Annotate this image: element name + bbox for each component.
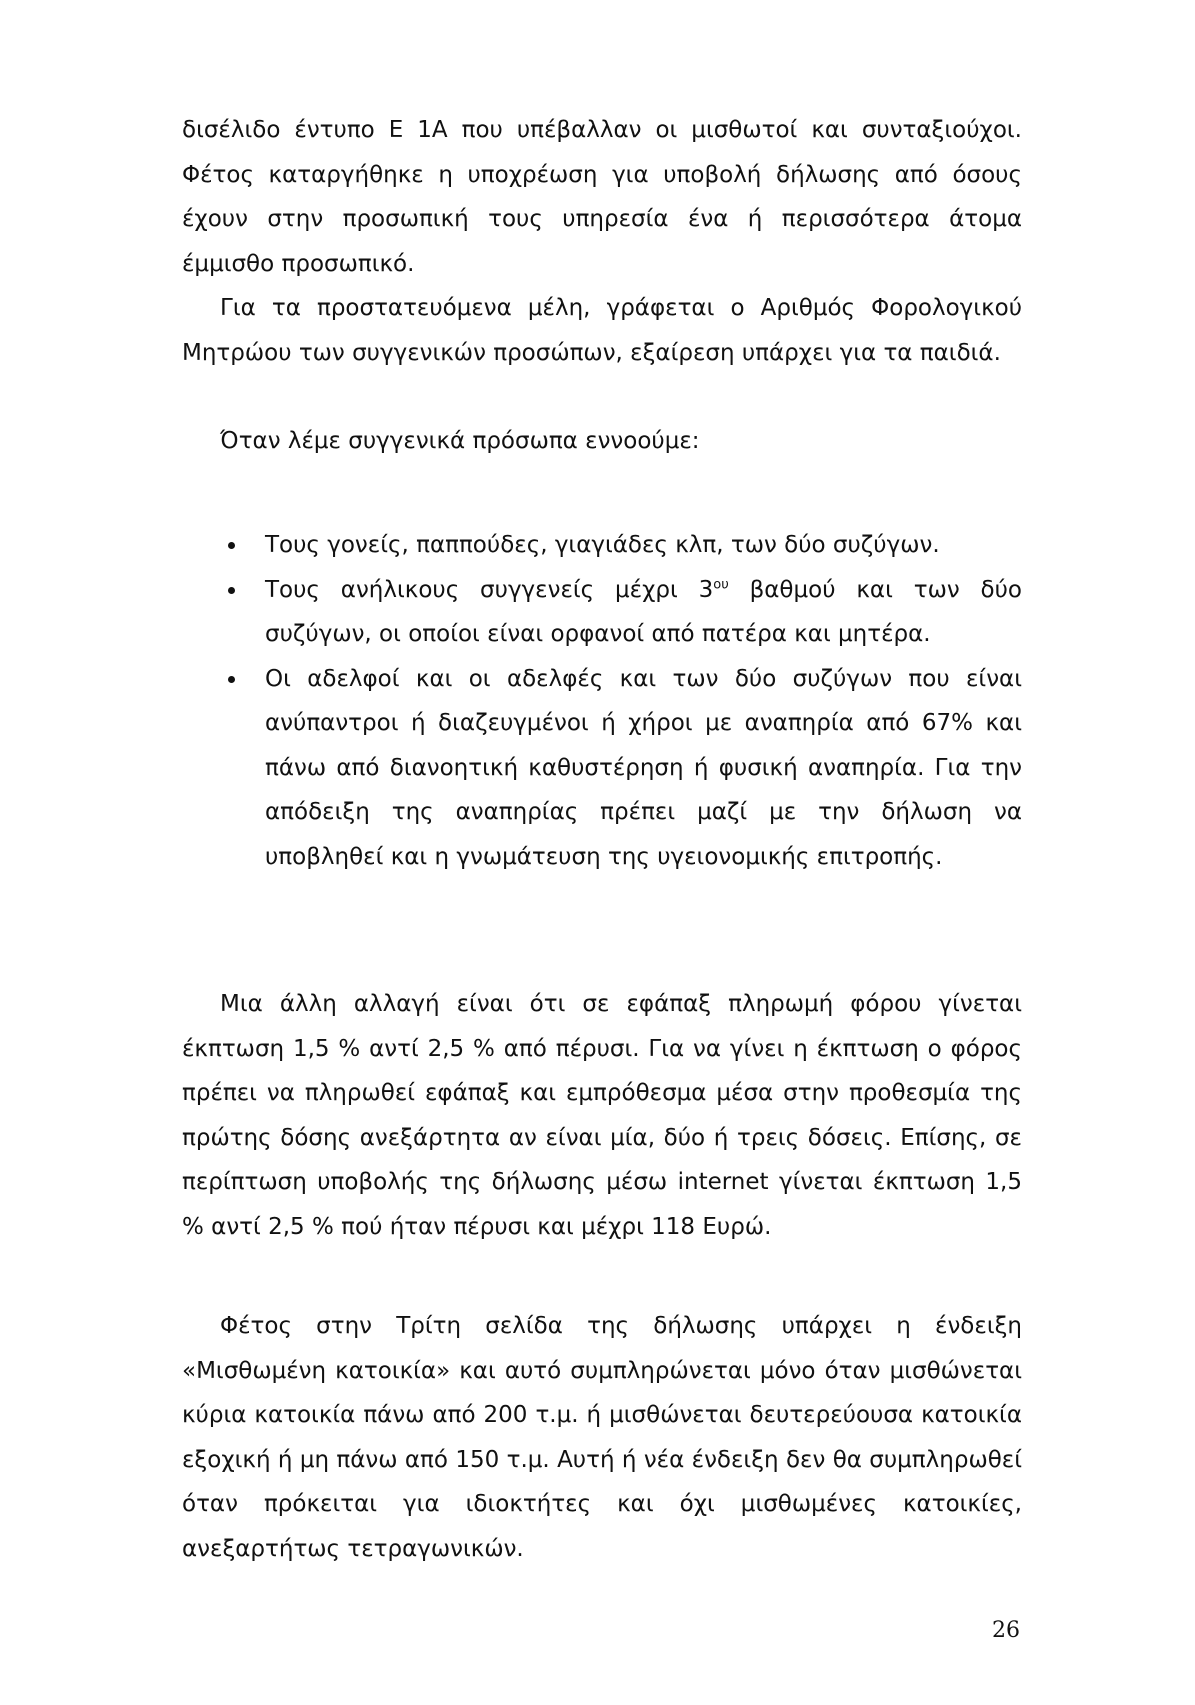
bullet-icon — [228, 542, 235, 549]
list-item-text: Τους ανήλικους συγγενείς μέχρι 3 — [265, 576, 714, 603]
list-item-parents — [182, 523, 1022, 568]
paragraph-lump-sum-discount: Μια άλλη αλλαγή είναι ότι σε εφάπαξ πληρωμή φόρου γίνεται έκπτωση 1,5 % αντί 2,5 % από πέρυσι. Για να γίνει η έκπτωση ο φόρος πρέπει να πληρωθεί εφάπαξ και εμπρόθεσμα μέσα στην προθεσμία της πρώτης δόσης ανεξάρτητα αν είναι μία, δύο ή τρεις δόσεις. Επίσης, σε περίπτωση υποβολής της δήλωσης μέσω internet γίνεται έκπτωση 1,5 % αντί 2,5 % πού ήταν πέρυσι και μέχρι 118 Ευρώ. — [182, 991, 1022, 1240]
bullet-icon — [228, 587, 235, 594]
paragraph-forms-intro: δισέλιδο έντυπο Ε 1Α που υπέβαλλαν οι μισθωτοί και συνταξιούχοι. Φέτος καταργήθηκε η υποχρέωση για υποβολή δήλωσης από όσους έχουν στην προσωπική τους υπηρεσία ένα ή περισσότερα άτομα έμμισθο προσωπικό. — [182, 117, 1022, 277]
list-item-siblings — [182, 657, 1022, 880]
list-item-text: Τους γονείς, παππούδες, γιαγιάδες κλπ, των δύο συζύγων. — [265, 532, 940, 558]
list-item-text: Οι αδελφοί και οι αδελφές και των δύο συζύγων που είναι ανύπαντροι ή διαζευγμένοι ή χήροι με αναπηρία από 67% και πάνω από διανοητική καθυστέρηση ή φυσική αναπηρία. Για την απόδειξη της αναπηρίας πρέπει μαζί με την δήλωση να υποβληθεί και η γνωμάτευση της υγειονομικής επιτροπής. — [265, 665, 1022, 870]
bullet-icon — [228, 676, 235, 683]
paragraph-protected-members: Για τα προστατευόμενα μέλη, γράφεται ο Αριθμός Φορολογικού Μητρώου των συγγενικών προσώπων, εξαίρεση υπάρχει για τα παιδιά. — [182, 295, 1022, 366]
list-item-minor-relatives — [182, 568, 1022, 657]
list-item-text-continued: βαθμού και των δύο συζύγων, οι οποίοι είναι ορφανοί από πατέρα και μητέρα. — [265, 576, 1022, 647]
paragraph-relatives-intro: Όταν λέμε συγγενικά πρόσωπα εννοούμε: — [220, 428, 700, 454]
relatives-list — [182, 523, 1022, 879]
superscript-ordinal: ου — [713, 576, 729, 592]
paragraph-rented-residence: Φέτος στην Τρίτη σελίδα της δήλωσης υπάρχει η ένδειξη «Μισθωμένη κατοικία» και αυτό συμπληρώνεται μόνο όταν μισθώνεται κύρια κατοικία πάνω από 200 τ.μ. ή μισθώνεται δευτερεύουσα κατοικία εξοχική ή μη πάνω από 150 τ.μ. Αυτή ή νέα ένδειξη δεν θα συμπληρωθεί όταν πρόκειται για ιδιοκτήτες και όχι μισθωμένες κατοικίες, ανεξαρτήτως τετραγωνικών. — [182, 1313, 1022, 1562]
page-number: 26 — [992, 1618, 1020, 1643]
